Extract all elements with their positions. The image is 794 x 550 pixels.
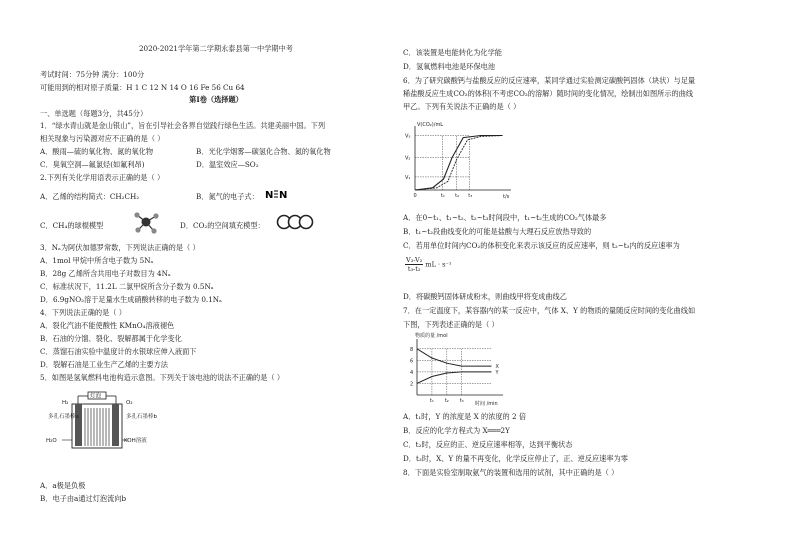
co2-chart-ylabel: V(CO₂)/mL: [417, 122, 444, 128]
q4-option-a: A．裂化汽油不能使酸性 KMnO₄溶液褪色: [40, 321, 175, 330]
q1-option-a: A．酸雨—硫的氧化物、氮的氧化物: [40, 147, 154, 156]
q3-option-a: A．1mol 甲烷中所含电子数为 5Nₐ: [40, 256, 154, 265]
co2-series-乙: [415, 136, 503, 191]
q7-option-d: D．t₃时，X、Y 的量不再变化，化学反应停止了，正、逆反应速率为零: [403, 454, 628, 463]
q6-stem: 6．为了研究碳酸钙与盐酸反应的反应速率，某同学通过实验测定碳酸钙固体（块状）与足量: [403, 76, 696, 85]
rate-formula-denominator: t₃-t₂: [407, 265, 421, 273]
svg-text:N: N: [265, 190, 274, 201]
q6-stem2: 稀盐酸反应生成CO₂的体积(不考虑CO₂的溶解）随时间的变化情况，绘制出如图所示的曲线: [403, 89, 694, 98]
co2-space-filling-model: [276, 213, 314, 231]
q4-option-c: C．蒸馏石油实验中温度计的水银球应伸入液面下: [40, 347, 197, 356]
ch4-ball-stick-model: [132, 210, 160, 234]
co2-volume-chart: [403, 118, 519, 210]
q6-option-b: B．t₁~t₂段曲线变化的可能是盐酸与大理石反应放热导致的: [403, 227, 592, 236]
rate-formula-unit: mL · s⁻¹: [425, 260, 452, 269]
moles-chart-xlabel: 时间 /min: [475, 401, 498, 407]
q1-stem: 1．“绿水青山就是金山银山”，旨在引导社会各界自觉践行绿色生活。共建美丽中国。下列: [40, 121, 326, 130]
q3-option-b: B．28g 乙烯所含共用电子对数目为 4Nₐ: [40, 269, 171, 278]
q6-option-c: C．若用单位时间内CO₂的体积变化来表示该反应的反应速率，则 t₂~t₃内的反应速率为: [403, 241, 680, 250]
co2-y-tick: V₁: [405, 174, 411, 181]
moles-y-tick: 4: [410, 369, 414, 376]
atomic-masses: 可能用到的相对原子质量：H 1 C 12 N 14 O 16 Fe 56 Cu 64: [40, 83, 245, 92]
co2-x-tick: t₂: [455, 193, 460, 199]
co2-series-甲: [415, 136, 503, 191]
moles-y-tick: 8: [410, 346, 414, 353]
q5-option-a: A．a极是负极: [40, 481, 86, 490]
h2-inlet-label: H₂: [62, 400, 69, 406]
rate-formula-numerator: V₃-V₂: [406, 256, 423, 264]
q7-option-b: B．反应的化学方程式为 X═══2Y: [403, 426, 510, 435]
co2-y-tick: V₂: [405, 155, 411, 162]
n2-electron-dot-figure: [264, 186, 286, 202]
moles-x-tick: t₁: [429, 398, 434, 404]
co2-chart-xlabel: t/s: [503, 194, 510, 200]
electrode-a-label: 多孔石墨棒a: [48, 414, 79, 420]
h2o-label: H₂O: [46, 438, 57, 444]
q5-option-c: C．该装置是电能转化为化学能: [403, 48, 502, 57]
q3-stem: 3．Nₐ为阿伏加德罗常数，下列说法正确的是（ ）: [40, 243, 200, 252]
q4-option-d: D．裂解石油是工业生产乙烯的主要方法: [40, 360, 168, 369]
q4-stem: 4．下列说法正确的是（ ）: [40, 308, 126, 317]
moles-x-tick: t₂: [444, 398, 449, 404]
exam-time-score: 考试时间：75分钟 满分：100分: [40, 70, 145, 79]
q1-option-b: B．光化学烟雾—碳氢化合物、氮的氧化物: [196, 147, 331, 156]
svg-text:N: N: [279, 190, 288, 201]
moles-series-label: X: [495, 364, 499, 371]
q3-option-d: D．6.9gNO₂溶于足量水生成硝酸转移的电子数为 0.1Nₐ: [40, 295, 222, 304]
moles-y-tick: 6: [410, 358, 414, 365]
q6-option-d: D．将碳酸钙固体研成粉末，则曲线甲将变成曲线乙: [403, 292, 567, 301]
moles-series-X: [417, 349, 492, 366]
co2-y-tick: V₃: [405, 133, 411, 140]
q2-option-c: C．CH₄的球棍模型: [40, 221, 104, 230]
q5-option-b: B．电子由a通过灯泡流向b: [40, 494, 127, 503]
co2-x-tick: 0: [413, 193, 417, 199]
part-heading: 一、单选题（每题3分，共45分）: [40, 109, 148, 118]
q6-option-a: A．在0~t₁、t₁~t₂、t₂~t₃时间段中，t₁~t₂生成的CO₂气体最多: [403, 213, 607, 222]
q2-option-a: A．乙烯的结构简式：CH₂CH₂: [40, 192, 140, 201]
q1-option-c: C．臭氧空洞—氟氯烃(如氟利昂): [40, 160, 145, 169]
section-heading: 第Ⅰ卷（选择题）: [189, 95, 243, 104]
koh-label: KOH溶液: [124, 438, 147, 444]
electrode-b-label: 多孔石墨棒b: [126, 414, 157, 420]
q2-option-b: B．氮气的电子式：: [196, 192, 259, 201]
q7-stem: 7．在一定温度下，某容器内的某一反应中，气体 X、Y 的物质的量随反应时间的变化曲线如: [403, 306, 696, 315]
co2-x-tick: t₁: [440, 193, 445, 199]
q2-stem: 2.下列有关化学用语表示正确的是（ ）: [40, 173, 165, 182]
q1-option-d: D．温室效应—SO₂: [196, 160, 259, 169]
q1-stem2: 相关现象与污染源对应不正确的是（ ）: [40, 134, 165, 143]
q4-option-b: B．石油的分馏、裂化、裂解都属于化学变化: [40, 334, 182, 343]
moles-y-tick: 2: [410, 381, 414, 388]
q5-stem: 5．如图是氢氧燃料电池构造示意图。下列关于该电池的说法不正确的是（ ）: [40, 373, 285, 382]
exam-title: 2020-2021学年第二学期永泰县第一中学期中考: [138, 44, 293, 53]
moles-chart-ylabel: 物质的量 /mol: [415, 333, 448, 339]
moles-series-Y: [417, 372, 492, 384]
q7-option-a: A．t₁时，Y 的浓度是 X 的浓度的 2 倍: [403, 412, 527, 421]
o2-inlet-label: O₂: [126, 400, 133, 406]
q3-option-c: C．标准状况下，11.2L 二氯甲烷所含分子数为 0.5Nₐ: [40, 282, 214, 291]
q7-option-c: C．t₂时，反应的正、逆反应速率相等，达到平衡状态: [403, 440, 573, 449]
moles-x-tick: t₃: [459, 398, 464, 404]
rate-formula: [405, 256, 475, 280]
q6-stem3: 甲乙。下列有关说法不正确的是（ ）: [403, 102, 521, 111]
moles-time-chart: [403, 331, 523, 407]
fuel-cell-diagram: [42, 390, 157, 456]
q8-stem: 8．下面是实验室制取氨气的装置和选用的试剂，其中正确的是（ ）: [403, 468, 619, 477]
moles-series-label: Y: [495, 369, 499, 376]
co2-x-tick: t₃: [468, 193, 473, 199]
q7-stem2: 下图，下列表述正确的是（ ）: [403, 320, 499, 329]
q2-option-d: D．CO₂的空间填充模型：: [180, 221, 265, 230]
q5-option-d: D．氢氧燃料电池是环保电池: [403, 62, 496, 71]
lamp-label: 灯泡: [90, 393, 102, 400]
